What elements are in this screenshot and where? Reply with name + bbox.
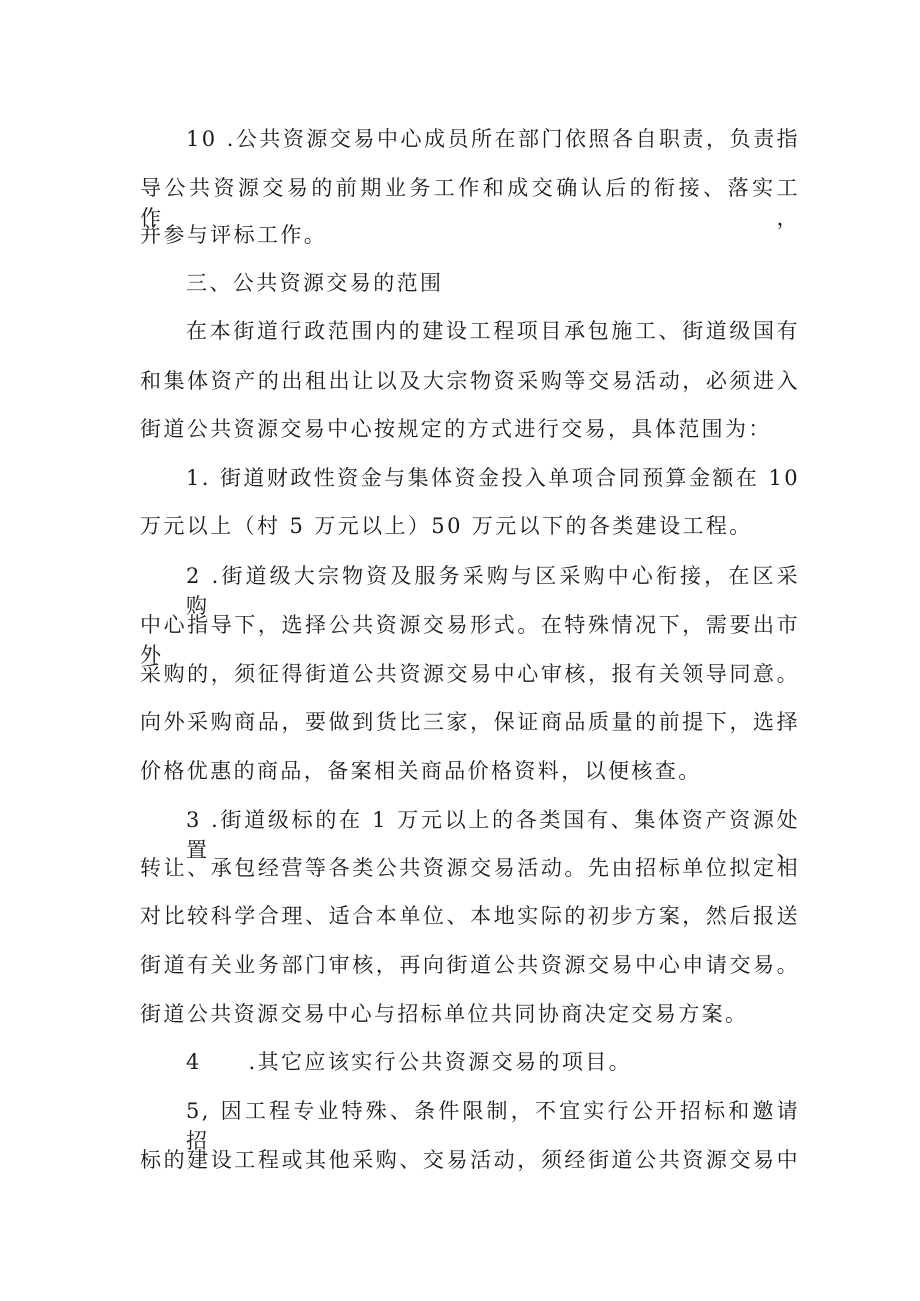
text-line: 转让、承包经营等各类公共资源交易活动。先由招标单位拟定相 — [140, 856, 800, 880]
text-line: 对比较科学合理、适合本单位、本地实际的初步方案，然后报送 — [140, 904, 800, 928]
text-line: 价格优惠的商品，备案相关商品价格资料，以便核查。 — [140, 759, 702, 783]
text-line: 4 .其它应该实行公共资源交易的项目。 — [186, 1050, 633, 1074]
text-line: 10 .公共资源交易中心成员所在部门依照各自职责，负责指 — [186, 127, 800, 151]
text-line: 2 .街道级大宗物资及服务采购与区采购中心衔接，在区采购 — [186, 564, 800, 618]
text-line: 在本街道行政范围内的建设工程项目承包施工、街道级国有 — [186, 319, 800, 343]
text-line: 导公共资源交易的前期业务工作和成交确认后的衔接、落实工作， — [140, 176, 800, 230]
text-line: 中心指导下，选择公共资源交易形式。在特殊情况下，需要出市外 — [140, 613, 800, 667]
text-line: 万元以上（村 5 万元以上）50 万元以下的各类建设工程。 — [140, 514, 753, 538]
text-line: 采购的，须征得街道公共资源交易中心审核，报有关领导同意。 — [140, 662, 800, 686]
text-line: 街道公共资源交易中心与招标单位共同协商决定交易方案。 — [140, 1002, 749, 1026]
text-line: 标的建设工程或其他采购、交易活动，须经街道公共资源交易中 — [140, 1148, 800, 1172]
text-line: 1. 街道财政性资金与集体资金投入单项合同预算金额在 10 — [186, 466, 800, 490]
text-line: 向外采购商品，要做到货比三家，保证商品质量的前提下，选择 — [140, 710, 800, 734]
text-line: 并参与评标工作。 — [140, 223, 328, 247]
text-line: 5, 因工程专业特殊、条件限制，不宜实行公开招标和邀请招 — [186, 1099, 800, 1153]
section-heading: 三、公共资源交易的范围 — [186, 271, 444, 295]
text-line: 街道有关业务部门审核，再向街道公共资源交易中心申请交易。 — [140, 953, 800, 977]
text-line: 3 .街道级标的在 1 万元以上的各类国有、集体资产资源处置、 — [186, 808, 800, 862]
text-line: 街道公共资源交易中心按规定的方式进行交易，具体范围为： — [140, 417, 772, 441]
text-line: 和集体资产的出租出让以及大宗物资采购等交易活动，必须进入 — [140, 369, 800, 393]
